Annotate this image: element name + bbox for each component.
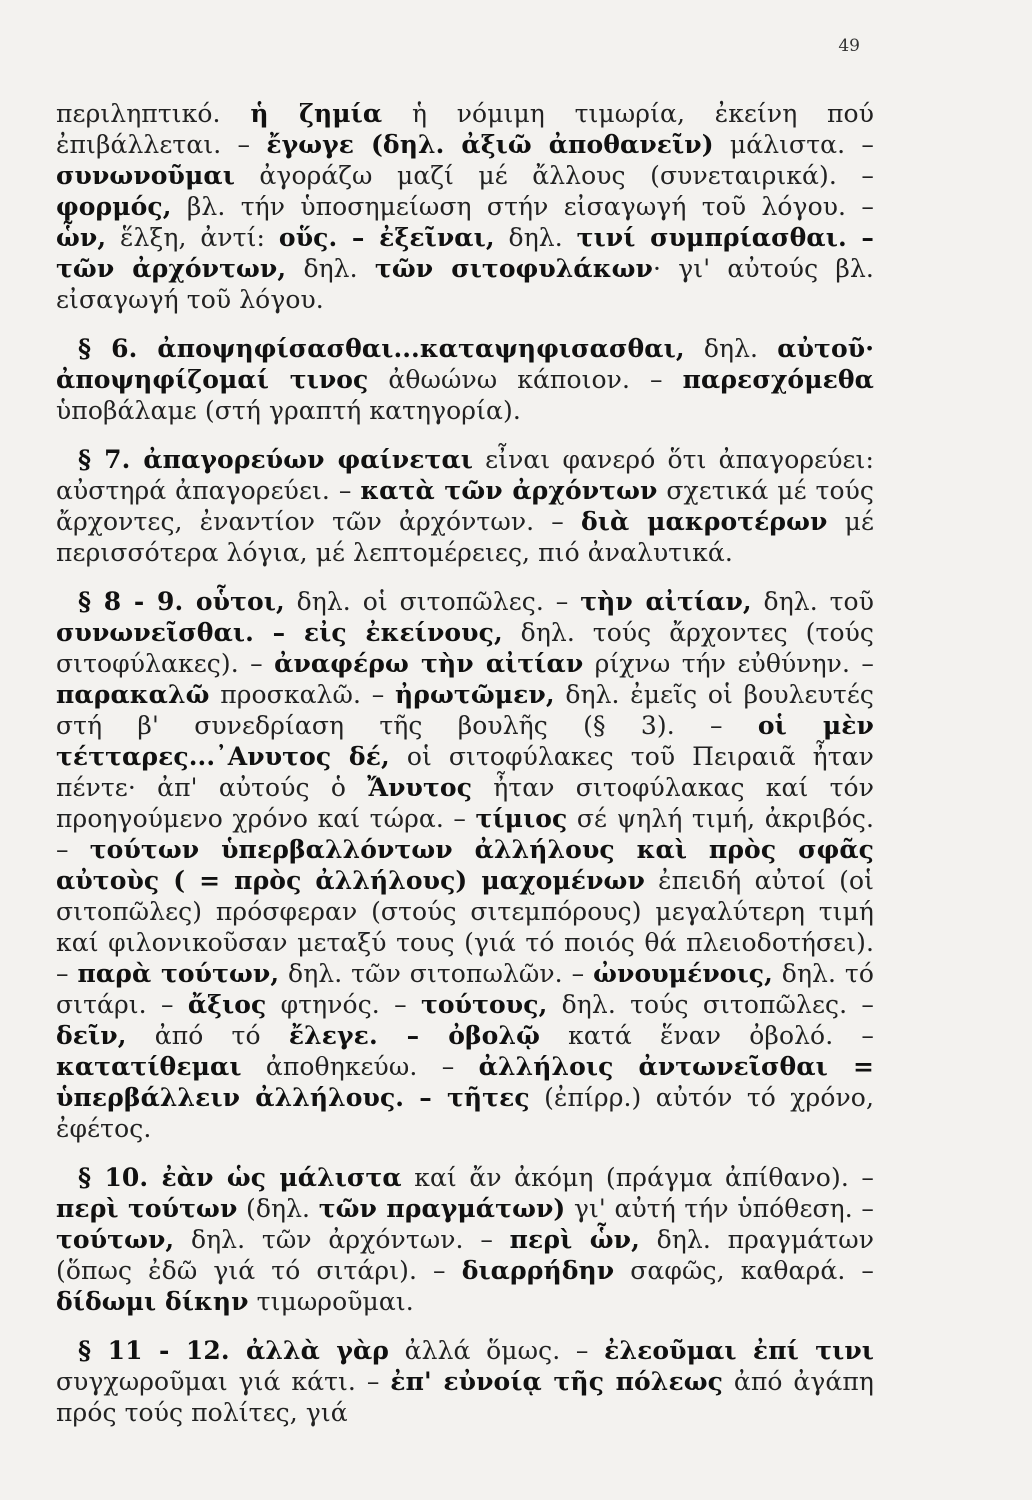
lemma-term: ἡ ζημία	[250, 99, 383, 128]
lemma-term: δίδωμι δίκην	[56, 1287, 249, 1316]
gloss-text: ὑποβάλαμε (στή γραπτή κατηγορία).	[56, 396, 521, 425]
gloss-text: γι' αὐτή τήν ὑπόθεση. –	[565, 1194, 874, 1223]
gloss-text: δηλ. οἱ σιτοπῶλες. –	[284, 587, 581, 616]
lemma-term: παρὰ τούτων,	[77, 959, 280, 988]
gloss-text: δηλ. τῶν ἀρχόντων. –	[174, 1225, 510, 1254]
gloss-text: προσκαλῶ. –	[209, 680, 395, 709]
lemma-term: § 11 - 12. ἀλλὰ γὰρ	[78, 1336, 390, 1365]
lemma-term: § 8 - 9. οὗτοι,	[78, 587, 285, 616]
gloss-text: τιμωροῦμαι.	[248, 1287, 414, 1316]
paragraph-section-8-9	[56, 586, 874, 1144]
lemma-term: τούτων,	[56, 1225, 175, 1254]
lemma-term: οἱ μὲν τέτταρες...᾿Ανυτος δέ,	[56, 711, 874, 771]
gloss-text: ἡ νόμιμη τιμωρία, ἐκείνη πού ἐπιβάλλεται. –	[56, 99, 875, 159]
gloss-text: σχετικά μέ τούς ἄρχοντες, ἐναντίον τῶν ἀρχόντων. –	[56, 476, 875, 536]
gloss-text: σαφῶς, καθαρά. –	[614, 1256, 874, 1285]
paragraph-section-6	[56, 333, 874, 426]
lemma-term: διαρρήδην	[461, 1256, 615, 1285]
gloss-text: δηλ. ἐμεῖς οἱ βουλευτές στή β' συνεδρίαση τῆς βουλῆς (§ 3). –	[56, 680, 874, 740]
gloss-text: ἀγοράζω μαζί μέ ἄλλους (συνεταιρικά). –	[234, 161, 874, 190]
lemma-term: δεῖν,	[56, 1021, 127, 1050]
lemma-term: § 7. ἀπαγορεύων φαίνεται	[78, 445, 473, 474]
gloss-text: ἀποθηκεύω. –	[241, 1052, 479, 1081]
lemma-term: ἄξιος	[187, 990, 267, 1019]
lemma-term: περὶ τούτων	[56, 1194, 238, 1223]
lemma-term: παρακαλῶ	[56, 680, 210, 709]
lemma-term: Ἄνυτος	[367, 773, 473, 802]
gloss-text: ἀθωώνω κάποιον. –	[368, 365, 683, 394]
gloss-text: εἶναι φανερό ὅτι ἀπαγορεύει: αὐστηρά ἀπαγορεύει. –	[56, 445, 874, 505]
gloss-text: (δηλ.	[237, 1194, 319, 1223]
lemma-term: κατὰ τῶν ἀρχόντων	[360, 476, 658, 505]
gloss-text: συγχωροῦμαι γιά κάτι. –	[56, 1367, 391, 1396]
gloss-text: σέ ψηλή τιμή, ἀκριβός. –	[56, 804, 874, 864]
gloss-text: κατά ἕναν ὀβολό. –	[540, 1021, 875, 1050]
lemma-term: ἐπ' εὐνοίᾳ τῆς πόλεως	[390, 1367, 723, 1396]
lemma-term: οὕς. – ἐξεῖναι,	[278, 223, 495, 252]
lemma-term: τῶν σιτοφυλάκων	[374, 254, 653, 283]
gloss-text: ἕλξη, ἀντί:	[106, 223, 279, 252]
lemma-term: ἐλεοῦμαι ἐπί τινι	[604, 1336, 874, 1365]
gloss-text: δηλ. τοῦ	[751, 587, 874, 616]
lemma-term: φορμός,	[56, 192, 172, 221]
gloss-text: δηλ. τῶν σιτοπωλῶν. –	[279, 959, 594, 988]
lemma-term: ἀλλήλοις ἀντωνεῖσθαι = ὑπερβάλλειν ἀλλήλους. – τῆτες	[56, 1052, 874, 1112]
lemma-term: τίμιος	[475, 804, 568, 833]
lemma-term: ὧν,	[56, 223, 107, 252]
gloss-text: βλ. τήν ὑποσημείωση στήν εἰσαγωγή τοῦ λόγου. –	[171, 192, 874, 221]
lemma-term: § 10. ἐὰν ὡς μάλιστα	[78, 1163, 402, 1192]
lemma-term: παρεσχόμεθα	[682, 365, 874, 394]
gloss-text: δηλ. τούς σιτοπῶλες. –	[547, 990, 875, 1019]
lemma-term: ἔλεγε. – ὀβολῷ	[288, 1021, 540, 1050]
lemma-term: διὰ μακροτέρων	[580, 507, 828, 536]
gloss-text: φτηνός. –	[266, 990, 421, 1019]
lemma-term: τινί συμπρίασθαι. – τῶν ἀρχόντων,	[56, 223, 874, 283]
paragraph-section-10	[56, 1162, 874, 1317]
gloss-text: καί ἄν ἀκόμη (πράγμα ἀπίθανο). –	[401, 1163, 874, 1192]
lemma-term: κατατίθεμαι	[56, 1052, 242, 1081]
lemma-term: αὐτοῦ· ἀποψηφίζομαί τινος	[56, 334, 874, 394]
gloss-text: δηλ.	[494, 223, 577, 252]
gloss-text: μάλιστα. –	[713, 130, 874, 159]
gloss-text: ἀπό τό	[126, 1021, 289, 1050]
gloss-text: · γι' αὐτούς βλ. εἰσαγωγή τοῦ λόγου.	[56, 254, 874, 314]
page-number: 49	[838, 36, 860, 56]
gloss-text: ἀλλά ὅμως. –	[389, 1336, 605, 1365]
paragraph-intro	[56, 98, 874, 315]
lemma-term: περὶ ὧν,	[509, 1225, 640, 1254]
gloss-text: (ἐπίρρ.) αὐτόν τό χρόνο, ἐφέτος.	[56, 1083, 874, 1143]
gloss-text: ἐπειδή αὐτοί (οἱ σιτοπῶλες) πρόσφεραν (στούς σιτεμπόρους) μεγαλύτερη τιμή καί φιλονικοῦσαν μεταξύ τους (γιά τό ποιός θά πλειοδοτήσει). –	[56, 866, 874, 988]
gloss-text: οἱ σιτοφύλακες τοῦ Πειραιᾶ ἦταν πέντε· ἀπ' αὐτούς ὁ	[56, 742, 874, 802]
lemma-term: ἀναφέρω τὴν αἰτίαν	[274, 649, 584, 678]
lemma-term: συνωνοῦμαι	[56, 161, 235, 190]
gloss-text: ἀπό ἀγάπη πρός τούς πολίτες, γιά	[56, 1367, 874, 1427]
gloss-text: δηλ. τό σιτάρι. –	[56, 959, 874, 1019]
paragraph-section-11-12	[56, 1335, 874, 1428]
lemma-term: ἠρωτῶμεν,	[395, 680, 555, 709]
lemma-term: τὴν αἰτίαν,	[580, 587, 752, 616]
lemma-term: § 6. ἀποψηφίσασθαι...καταψηφισασθαι,	[78, 334, 685, 363]
gloss-text: δηλ. πραγμάτων (ὅπως ἐδῶ γιά τό σιτάρι). –	[56, 1225, 874, 1285]
lemma-term: συνωνεῖσθαι. – εἰς ἐκείνους,	[56, 618, 503, 647]
lemma-term: τούτων ὑπερβαλλόντων ἀλλήλους καὶ πρὸς σφᾶς αὐτοὺς ( = πρὸς ἀλλήλους) μαχομένων	[56, 835, 874, 895]
gloss-text: ἦταν σιτοφύλακας καί τόν προηγούμενο χρόνο καί τώρα. –	[56, 773, 874, 833]
lemma-term: τῶν πραγμάτων)	[318, 1194, 566, 1223]
lemma-term: ὠνουμένοις,	[593, 959, 773, 988]
gloss-text: δηλ.	[286, 254, 375, 283]
gloss-text: δηλ. τούς ἄρχοντες (τούς σιτοφύλακες). –	[56, 618, 874, 678]
lemma-term: ἔγωγε (δηλ. ἀξιῶ ἀποθανεῖν)	[266, 130, 714, 159]
lemma-term: τούτους,	[420, 990, 548, 1019]
gloss-text: ρίχνω τήν εὐθύνην. –	[583, 649, 874, 678]
gloss-text: περιληπτικό.	[56, 99, 251, 128]
commentary-text	[56, 98, 874, 1446]
gloss-text: δηλ.	[684, 334, 778, 363]
gloss-text: μέ περισσότερα λόγια, μέ λεπτομέρειες, πιό ἀναλυτικά.	[56, 507, 875, 567]
paragraph-section-7	[56, 444, 874, 568]
